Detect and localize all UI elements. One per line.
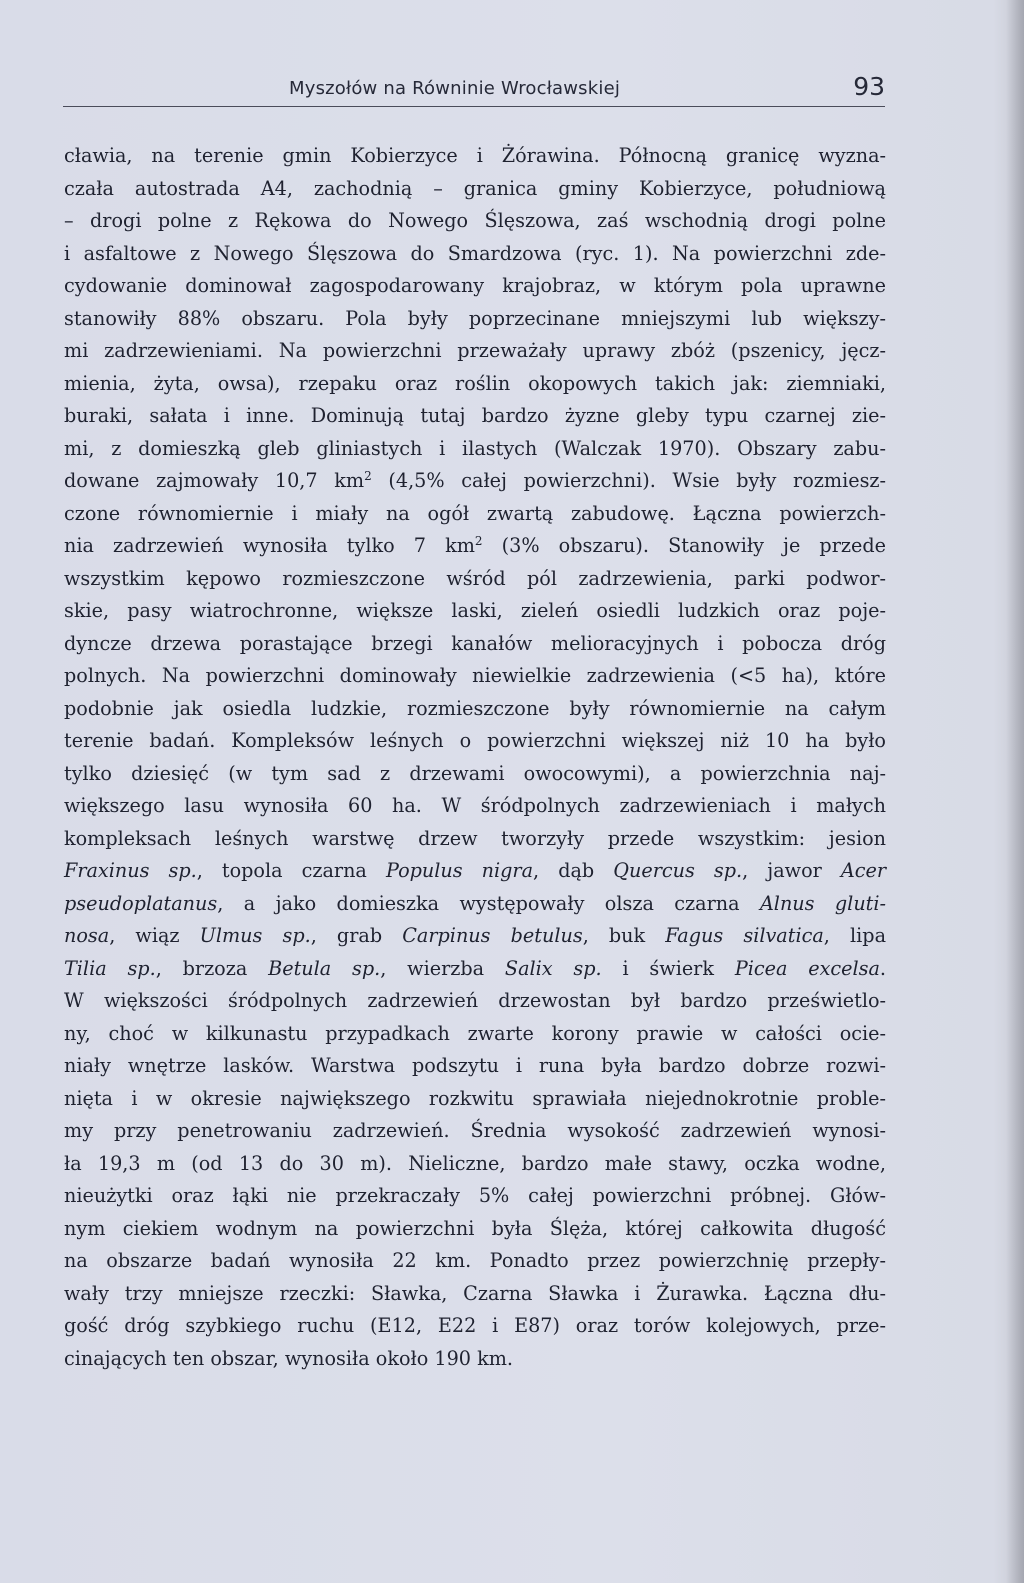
page-number: 93 — [853, 72, 885, 101]
text-line: nym ciekiem wodnym na powierzchni była Ślęża, której całkowita długość — [64, 1216, 886, 1240]
text-line: i asfaltowe z Nowego Ślęszowa do Smardzowa (ryc. 1). Na powierzchni zde- — [64, 241, 886, 265]
text-line: niały wnętrze lasków. Warstwa podszytu i runa była bardzo dobrze rozwi- — [64, 1054, 886, 1077]
text-line: tylko dziesięć (w tym sad z drzewami owocowymi), a powierzchnia naj- — [64, 761, 886, 785]
text-line: czała autostrada A4, zachodnią – granica gminy Kobierzyce, południową — [64, 176, 886, 200]
page-header — [63, 74, 885, 106]
text-line: czone równomiernie i miały na ogół zwartą zabudowę. Łączna powierzch- — [64, 501, 886, 525]
text-line: dyncze drzewa porastające brzegi kanałów melioracyjnych i pobocza dróg — [64, 631, 886, 655]
text-line: ła 19,3 m (od 13 do 30 m). Nieliczne, bardzo małe stawy, oczka wodne, — [64, 1151, 886, 1175]
text-line: terenie badań. Kompleksów leśnych o powierzchni większej niż 10 ha było — [64, 729, 886, 752]
text-line: my przy penetrowaniu zadrzewień. Średnia wysokość zadrzewień wynosi- — [64, 1119, 886, 1142]
text-line: cławia, na terenie gmin Kobierzyce i Żórawina. Północną granicę wyzna- — [64, 144, 886, 167]
text-line: dowane zajmowały 10,7 $km^2$ (4,5% całej powierzchni). Wsie były rozmiesz- — [64, 469, 887, 492]
text-line: buraki, sałata i inne. Dominują tutaj bardzo żyzne gleby typu czarnej zie- — [64, 404, 886, 427]
text-line: podobnie jak osiedla ludzkie, rozmieszczone były równomiernie na całym — [64, 696, 886, 720]
text-line: polnych. Na powierzchni dominowały niewielkie zadrzewienia (<5 ha), które — [64, 664, 886, 687]
text-line: Fraxinus sp., topola czarna Populus nigra, dąb Quercus sp., jawor Acer — [64, 859, 887, 882]
body-text — [64, 140, 886, 1375]
text-line: wszystkim kępowo rozmieszczone wśród pól zadrzewienia, parki podwor- — [64, 566, 886, 590]
text-line: mi zadrzewieniami. Na powierzchni przeważały uprawy zbóż (pszenicy, jęcz- — [64, 339, 886, 362]
text-line: – drogi polne z Rękowa do Nowego Ślęszowa, zaś wschodnią drogi polne — [64, 209, 886, 232]
text-line: wały trzy mniejsze rzeczki: Sławka, Czarna Sławka i Żurawka. Łączna dłu- — [64, 1281, 886, 1305]
text-line: mi, z domieszką gleb gliniastych i ilastych (Walczak 1970). Obszary zabu- — [64, 436, 886, 460]
text-line: mienia, żyta, owsa), rzepaku oraz roślin okopowych takich jak: ziemniaki, — [64, 371, 886, 395]
text-line: nosa, wiąz Ulmus sp., grab Carpinus betulus, buk Fagus silvatica, lipa — [64, 924, 887, 947]
text-line: skie, pasy wiatrochronne, większe laski, zieleń osiedli ludzkich oraz poje- — [64, 599, 886, 622]
text-line: kompleksach leśnych warstwę drzew tworzyły przede wszystkim: jesion — [64, 826, 886, 850]
text-line: nieużytki oraz łąki nie przekraczały 5% całej powierzchni próbnej. Głów- — [64, 1184, 886, 1207]
text-line: na obszarze badań wynosiła 22 km. Ponadto przez powierzchnię przepły- — [64, 1249, 886, 1272]
text-line: nia zadrzewień wynosiła tylko 7 $km^2$ (3% obszaru). Stanowiły je przede — [64, 534, 886, 557]
running-title: Myszołów na Równinie Wrocławskiej — [289, 78, 621, 99]
text-line: stanowiły 88% obszaru. Pola były poprzecinane mniejszymi lub większy- — [64, 306, 886, 330]
text-line: gość dróg szybkiego ruchu (E12, E22 i E87) oraz torów kolejowych, prze- — [64, 1314, 886, 1337]
text-line: większego lasu wynosiła 60 ha. W śródpolnych zadrzewieniach i małych — [64, 794, 886, 817]
text-line: pseudoplatanus, a jako domieszka występowały olsza czarna Alnus gluti- — [64, 891, 887, 915]
scan-edge-shadow — [1006, 0, 1024, 1583]
text-line: cinających ten obszar, wynosiła około 190 km. — [64, 1346, 514, 1370]
text-line: cydowanie dominował zagospodarowany krajobraz, w którym pola uprawne — [64, 274, 886, 297]
text-line: nięta i w okresie największego rozkwitu sprawiała niejednokrotnie proble- — [64, 1086, 886, 1110]
text-line: Tilia sp., brzoza Betula sp., wierzba Salix sp. i świerk Picea excelsa. — [64, 956, 887, 980]
header-rule — [63, 106, 885, 107]
text-line: ny, choć w kilkunastu przypadkach zwarte korony prawie w całości ocie- — [64, 1021, 886, 1045]
text-line: W większości śródpolnych zadrzewień drzewostan był bardzo prześwietlo- — [64, 989, 886, 1012]
